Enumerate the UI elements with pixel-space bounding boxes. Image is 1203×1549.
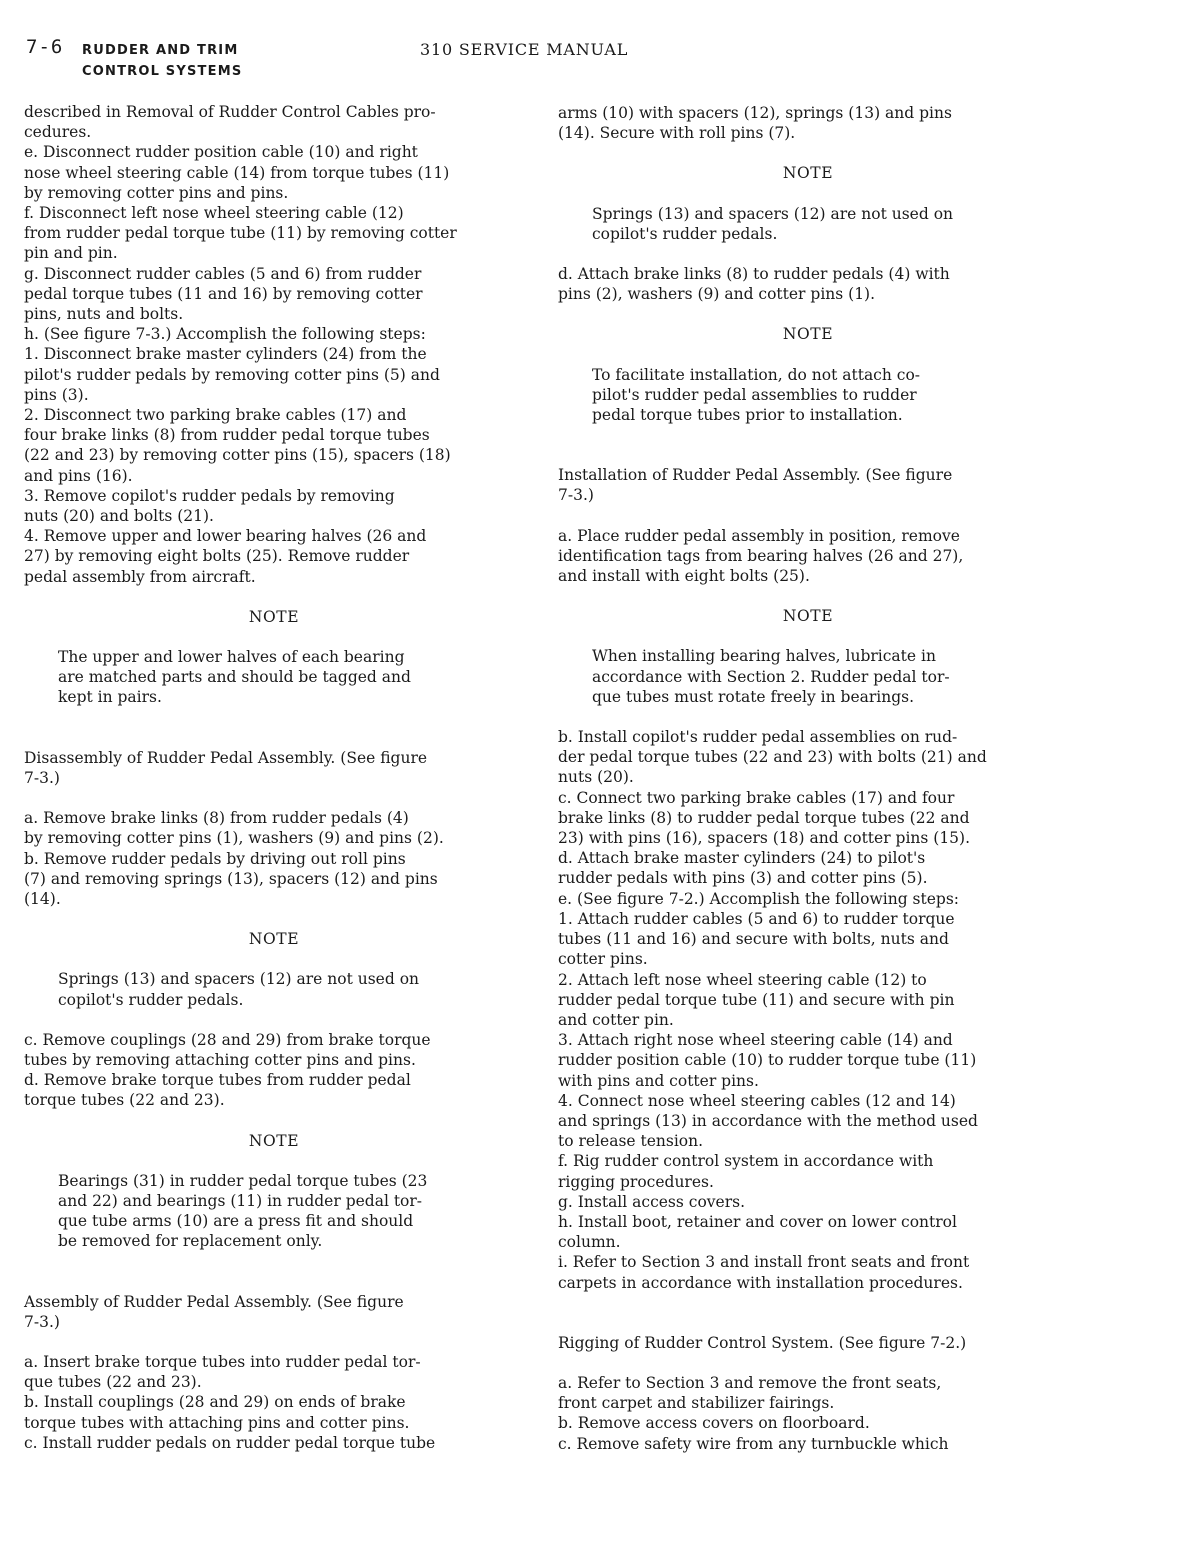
left-paragraph-removal-steps: described in Removal of Rudder Control Cables pro- cedures. e. Disconnect rudder position cable (10) and right nose wheel steering cable (14) from torque tubes (11) by removing cotter pins and pins. f. Disconnect left nose wheel steering cable (12) from rudder pedal torque tube (11) by removing cotter pin and pin. g. Disconnect rudder cables (5 and 6) from rudder pedal torque tubes (11 and 16) by removing cotter pins, nuts and bolts. h. (See figure 7-3.) Accomplish the following steps: 1. Disconnect brake master cylinders (24) from the pilot's rudder pedals by removing cotter pins (5) and pins (3). 2. Disconnect two parking brake cables (17) and four brake links (8) from rudder pedal torque tubes (22 and 23) by removing cotter pins (15), spacers (18) and pins (16). 3. Remove copilot's rudder pedals by removing nuts (20) and bolts (21). 4. Remove upper and lower bearing halves (26 and 27) by removing eight bolts (25). Remove rudder pedal assembly from aircraft. bbox=[24, 103, 457, 586]
disassembly-steps-ab: a. Remove brake links (8) from rudder pedals (4) by removing cotter pins (1), washers (9) and pins (2). b. Remove rudder pedals by driving out roll pins (7) and removing springs (13), spacers (12) and pins (14). bbox=[24, 809, 444, 908]
disassembly-heading: Disassembly of Rudder Pedal Assembly. (See figure 7-3.) bbox=[24, 748, 428, 787]
assembly-step-d: d. Attach brake links (8) to rudder pedals (4) with pins (2), washers (9) and cotter pins (1). bbox=[558, 265, 950, 304]
left-column bbox=[24, 102, 524, 1453]
note-body: To facilitate installation, do not attach co- pilot's rudder pedal assemblies to rudder pedal torque tubes prior to installation. bbox=[592, 365, 921, 425]
note-heading: NOTE bbox=[782, 325, 834, 344]
note-heading: NOTE bbox=[782, 164, 834, 183]
assembly-heading: Assembly of Rudder Pedal Assembly. (See figure 7-3.) bbox=[24, 1292, 404, 1331]
page-number: 7-6 bbox=[26, 36, 64, 58]
installation-heading: Installation of Rudder Pedal Assembly. (See figure 7-3.) bbox=[558, 466, 953, 505]
installation-step-a: a. Place rudder pedal assembly in position, remove identification tags from bearing halves (26 and 27), and install with eight bolts (25). bbox=[558, 526, 964, 586]
note-body: Springs (13) and spacers (12) are not used on copilot's rudder pedals. bbox=[592, 204, 954, 243]
disassembly-steps-cd: c. Remove couplings (28 and 29) from brake torque tubes by removing attaching cotter pins and pins. d. Remove brake torque tubes from rudder pedal torque tubes (22 and 23). bbox=[24, 1030, 431, 1110]
assembly-steps: a. Insert brake torque tubes into rudder pedal tor- que tubes (22 and 23). b. Install couplings (28 and 29) on ends of brake torque tubes with attaching pins and cotter pins. c. Install rudder pedals on rudder pedal torque tube bbox=[24, 1352, 436, 1452]
note-heading: NOTE bbox=[782, 607, 834, 626]
note-body: Springs (13) and spacers (12) are not used on copilot's rudder pedals. bbox=[58, 970, 420, 1009]
note-heading: NOTE bbox=[248, 930, 300, 949]
note-heading: NOTE bbox=[248, 1131, 300, 1150]
installation-steps: b. Install copilot's rudder pedal assemblies on rud- der pedal torque tubes (22 and 23) with bolts (21) and nuts (20). c. Connect two parking brake cables (17) and four brake links (8) to rudder pedal torque tubes (22 and 23) with pins (16), spacers (18) and cotter pins (15). d. Attach brake master cylinders (24) to pilot's rudder pedals with pins (3) and cotter pins (5). e. (See figure 7-2.) Accomplish the following steps: 1. Attach rudder cables (5 and 6) to rudder torque tubes (11 and 16) and secure with bolts, nuts and cotter pins. 2. Attach left nose wheel steering cable (12) to rudder pedal torque tube (11) and secure with pin and cotter pin. 3. Attach right nose wheel steering cable (14) and rudder position cable (10) to rudder torque tube (11) with pins and cotter pins. 4. Connect nose wheel steering cables (12 and 14) and springs (13) in accordance with the method used to release tension. f. Rig rudder control system in accordance with rigging procedures. g. Install access covers. h. Install boot, retainer and cover on lower control column. i. Refer to Section 3 and install front seats and front carpets in accordance with installation procedures. bbox=[558, 728, 987, 1292]
manual-title: 310 SERVICE MANUAL bbox=[420, 40, 629, 59]
note-body: The upper and lower halves of each bearing are matched parts and should be tagged and kept in pairs. bbox=[58, 648, 411, 707]
note-heading: NOTE bbox=[248, 607, 300, 626]
assembly-steps-continued: arms (10) with spacers (12), springs (13) and pins (14). Secure with roll pins (7). bbox=[558, 104, 952, 143]
rigging-heading: Rigging of Rudder Control System. (See figure 7-2.) bbox=[558, 1333, 967, 1352]
right-column bbox=[558, 103, 1058, 1454]
note-body: When installing bearing halves, lubricate in accordance with Section 2. Rudder pedal tor- que tubes must rotate freely in bearings. bbox=[592, 647, 950, 706]
note-body: Bearings (31) in rudder pedal torque tubes (23 and 22) and bearings (11) in rudder pedal tor- que tube arms (10) are a press fit and should be removed for replacement only. bbox=[58, 1171, 428, 1251]
section-title: RUDDER AND TRIM CONTROL SYSTEMS bbox=[82, 43, 243, 79]
rigging-steps: a. Refer to Section 3 and remove the front seats, front carpet and stabilizer fairings. b. Remove access covers on floorboard. c. Remove safety wire from any turnbuckle which bbox=[558, 1373, 949, 1453]
